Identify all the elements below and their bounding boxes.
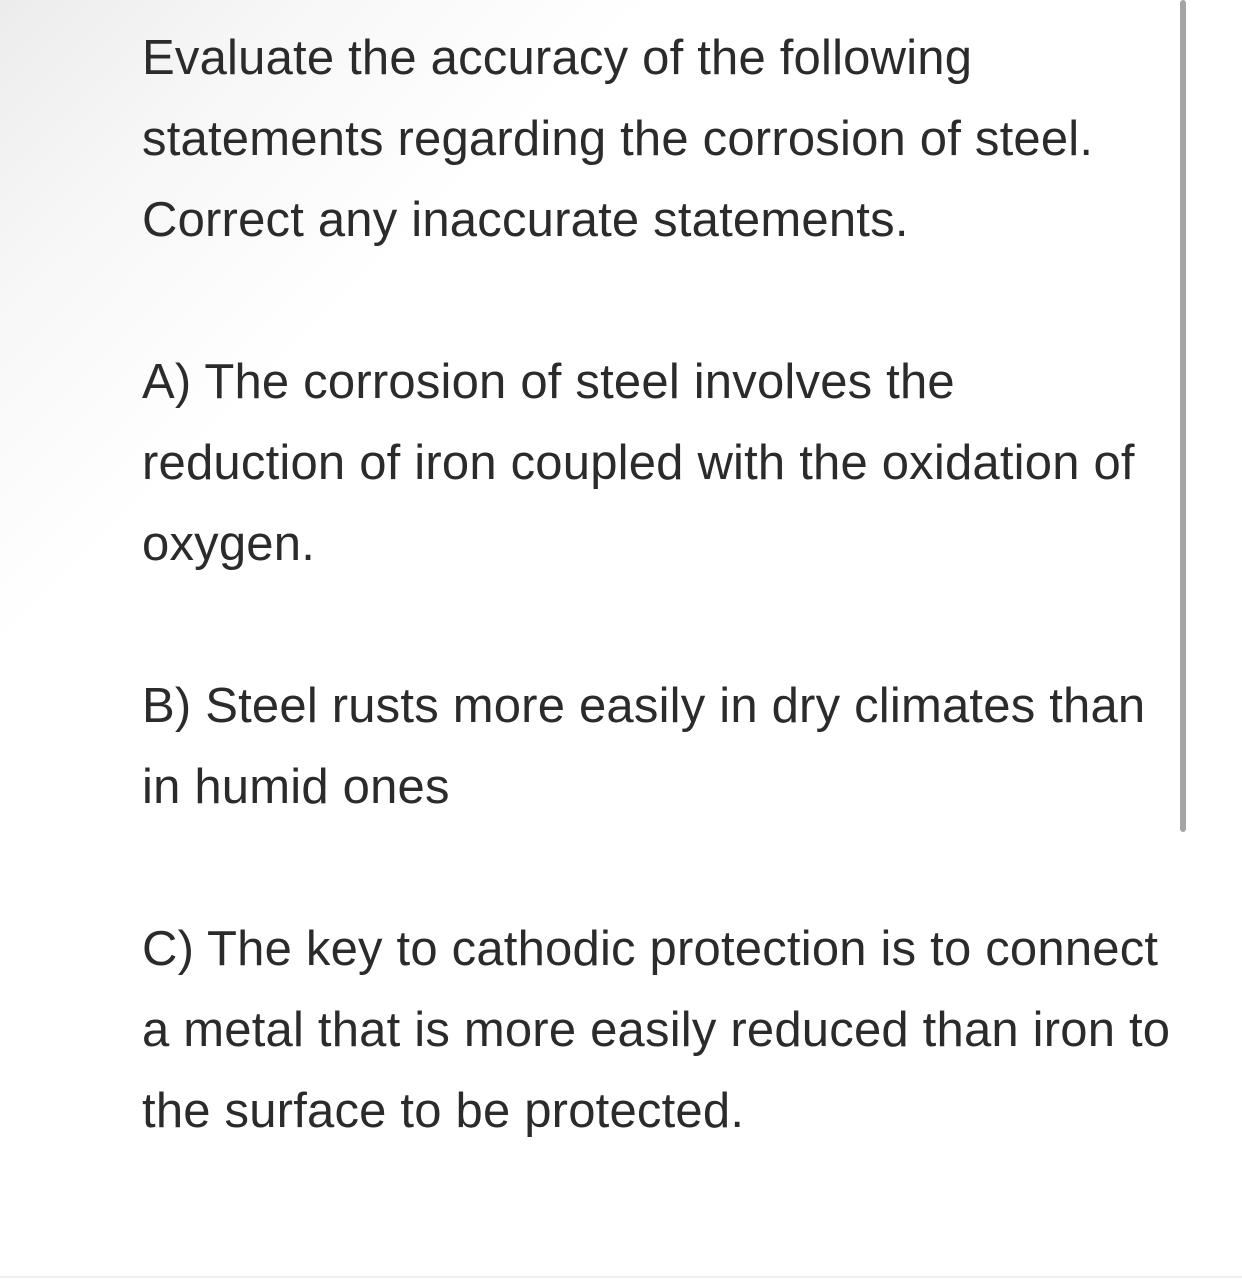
statement-a: A) The corrosion of steel involves the reduction of iron coupled with the oxidation of oxygen. — [142, 355, 1135, 571]
scrollbar-thumb[interactable] — [1180, 0, 1186, 832]
bottom-divider — [0, 1276, 1242, 1278]
question-content — [142, 18, 1172, 1152]
scrollbar[interactable] — [1180, 0, 1186, 832]
question-intro: Evaluate the accuracy of the following statements regarding the corrosion of steel. Correct any inaccurate statements. — [142, 31, 1094, 247]
statement-c: C) The key to cathodic protection is to connect a metal that is more easily reduced than iron to the surface to be protected. — [142, 922, 1171, 1138]
statement-b: B) Steel rusts more easily in dry climates than in humid ones — [142, 679, 1146, 814]
